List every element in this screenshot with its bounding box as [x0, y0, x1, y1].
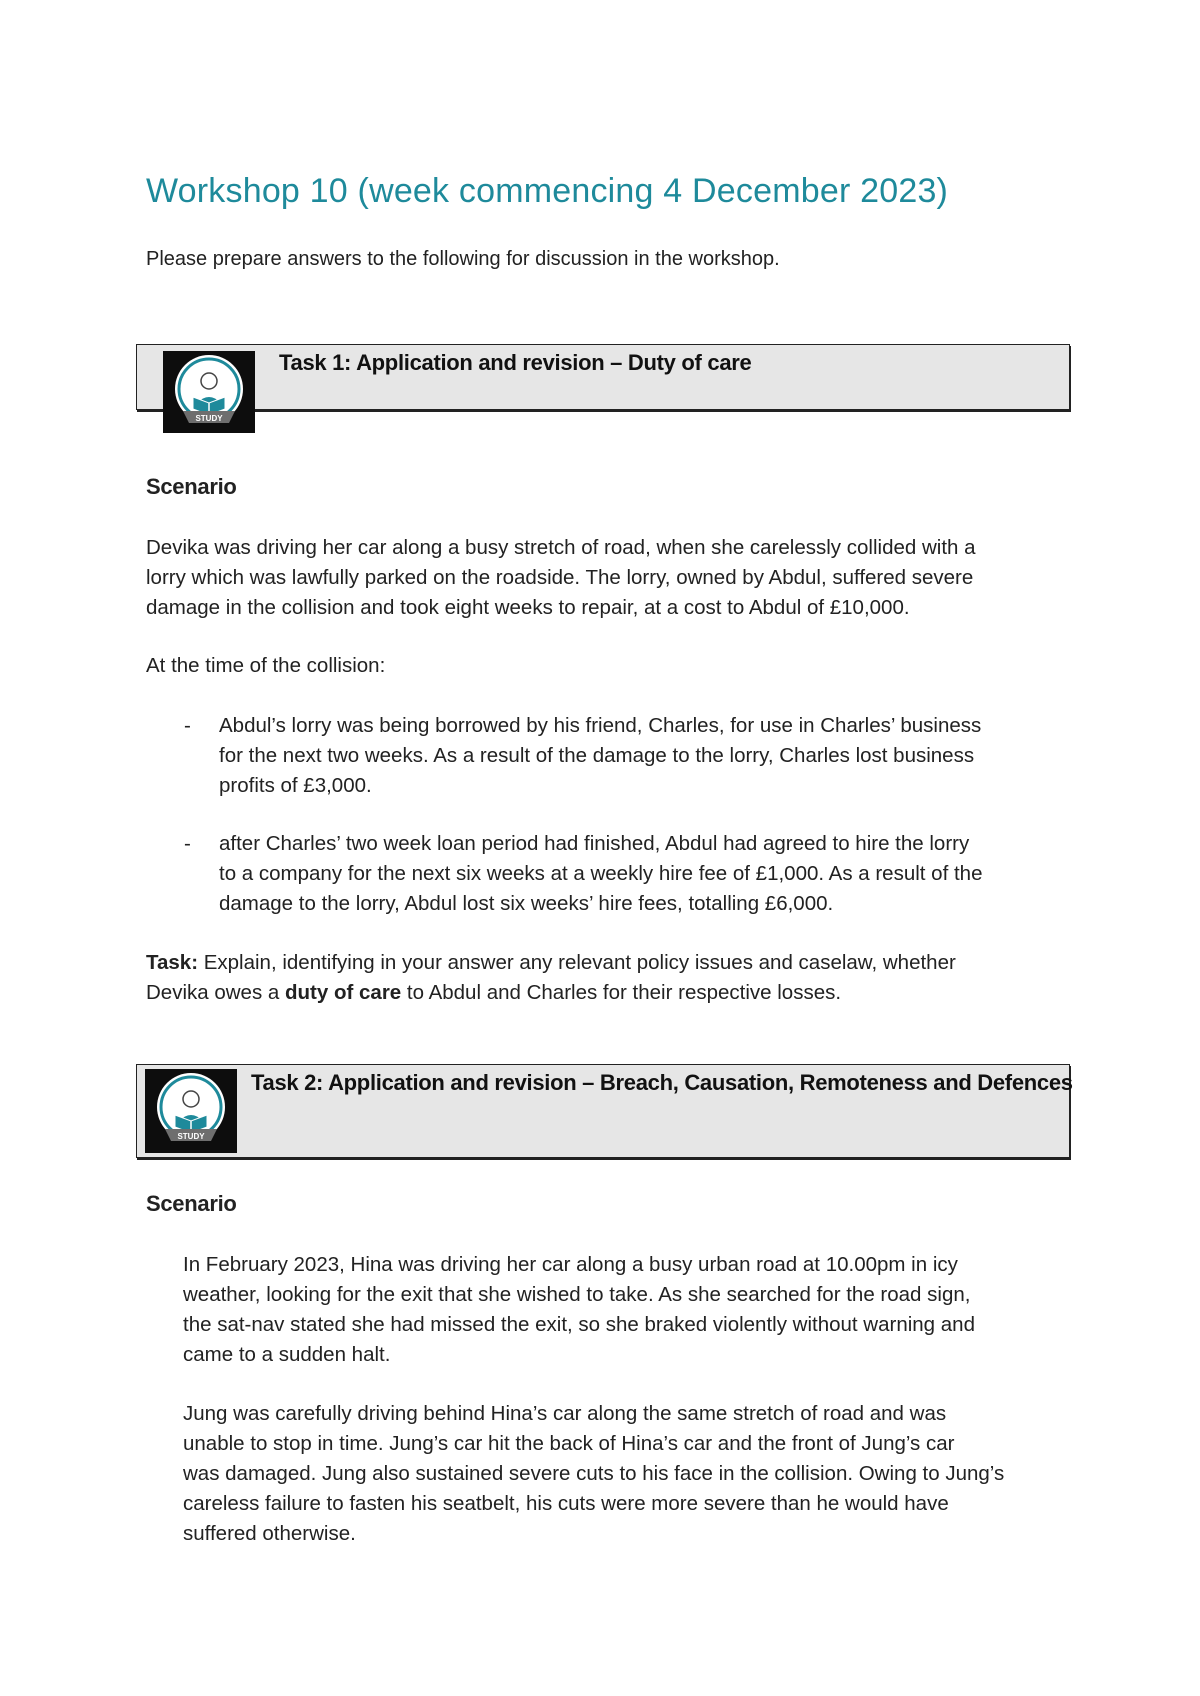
- bullet-marker: -: [184, 714, 191, 737]
- task2-paragraph-1: In February 2023, Hina was driving her car along a busy urban road at 10.00pm in icy weather, looking for the exit that she wished to take. As she searched for the road sign, the sat-nav stated she had missed the exit, so she braked violently without warning and came to a sudden halt.: [183, 1253, 975, 1366]
- intro-text: Please prepare answers to the following for discussion in the workshop.: [146, 248, 780, 270]
- svg-text:STUDY: STUDY: [177, 1132, 205, 1141]
- task1-bullet-1: Abdul’s lorry was being borrowed by his friend, Charles, for use in Charles’ business for the next two weeks. As a result of the damage to the lorry, Charles lost business profits of £3,000.: [219, 714, 982, 797]
- task1-instruction: Task: Explain, identifying in your answer any relevant policy issues and caselaw, whether Devika owes a duty of care to Abdul and Charles for their respective losses.: [146, 951, 956, 1004]
- task-label: Task:: [146, 951, 199, 974]
- task1-header-box: [136, 344, 1070, 423]
- task1-paragraph-1: Devika was driving her car along a busy stretch of road, when she carelessly collided with a lorry which was lawfully parked on the roadside. The lorry, owned by Abdul, suffered severe damage in the collision and took eight weeks to repair, at a cost to Abdul of £10,000.: [146, 536, 976, 619]
- study-badge-icon: [163, 351, 255, 433]
- task1-paragraph-2: At the time of the collision:: [146, 654, 386, 677]
- task1-title: Task 1: Application and revision – Duty of care: [279, 350, 752, 375]
- bullet-marker: -: [184, 832, 191, 855]
- study-badge-icon: [145, 1069, 237, 1153]
- task2-header-box: [136, 1064, 1073, 1158]
- study-badge-icon: [163, 351, 255, 433]
- task2-paragraph-2: Jung was carefully driving behind Hina’s car along the same stretch of road and was unable to stop in time. Jung’s car hit the back of Hina’s car and the front of Jung’s car was damaged. Jung also sustained severe cuts to his face in the collision. Owing to Jung’s careless failure to fasten his seatbelt, his cuts were more severe than he would have suffered otherwise.: [183, 1402, 1005, 1545]
- task1-scenario-label: Scenario: [146, 474, 237, 499]
- page-title: Workshop 10 (week commencing 4 December 2023): [146, 172, 949, 210]
- task2-title: Task 2: Application and revision – Breach, Causation, Remoteness and Defences: [251, 1070, 1073, 1095]
- task1-bullet-2: after Charles’ two week loan period had finished, Abdul had agreed to hire the lorry to a company for the next six weeks at a weekly hire fee of £1,000. As a result of the damage to the lorry, Abdul lost six weeks’ hire fees, totalling £6,000.: [219, 832, 983, 915]
- svg-text:STUDY: STUDY: [195, 414, 223, 423]
- duty-of-care-emphasis: duty of care: [285, 981, 402, 1004]
- study-badge-icon: [145, 1069, 237, 1153]
- task2-scenario-label: Scenario: [146, 1191, 237, 1216]
